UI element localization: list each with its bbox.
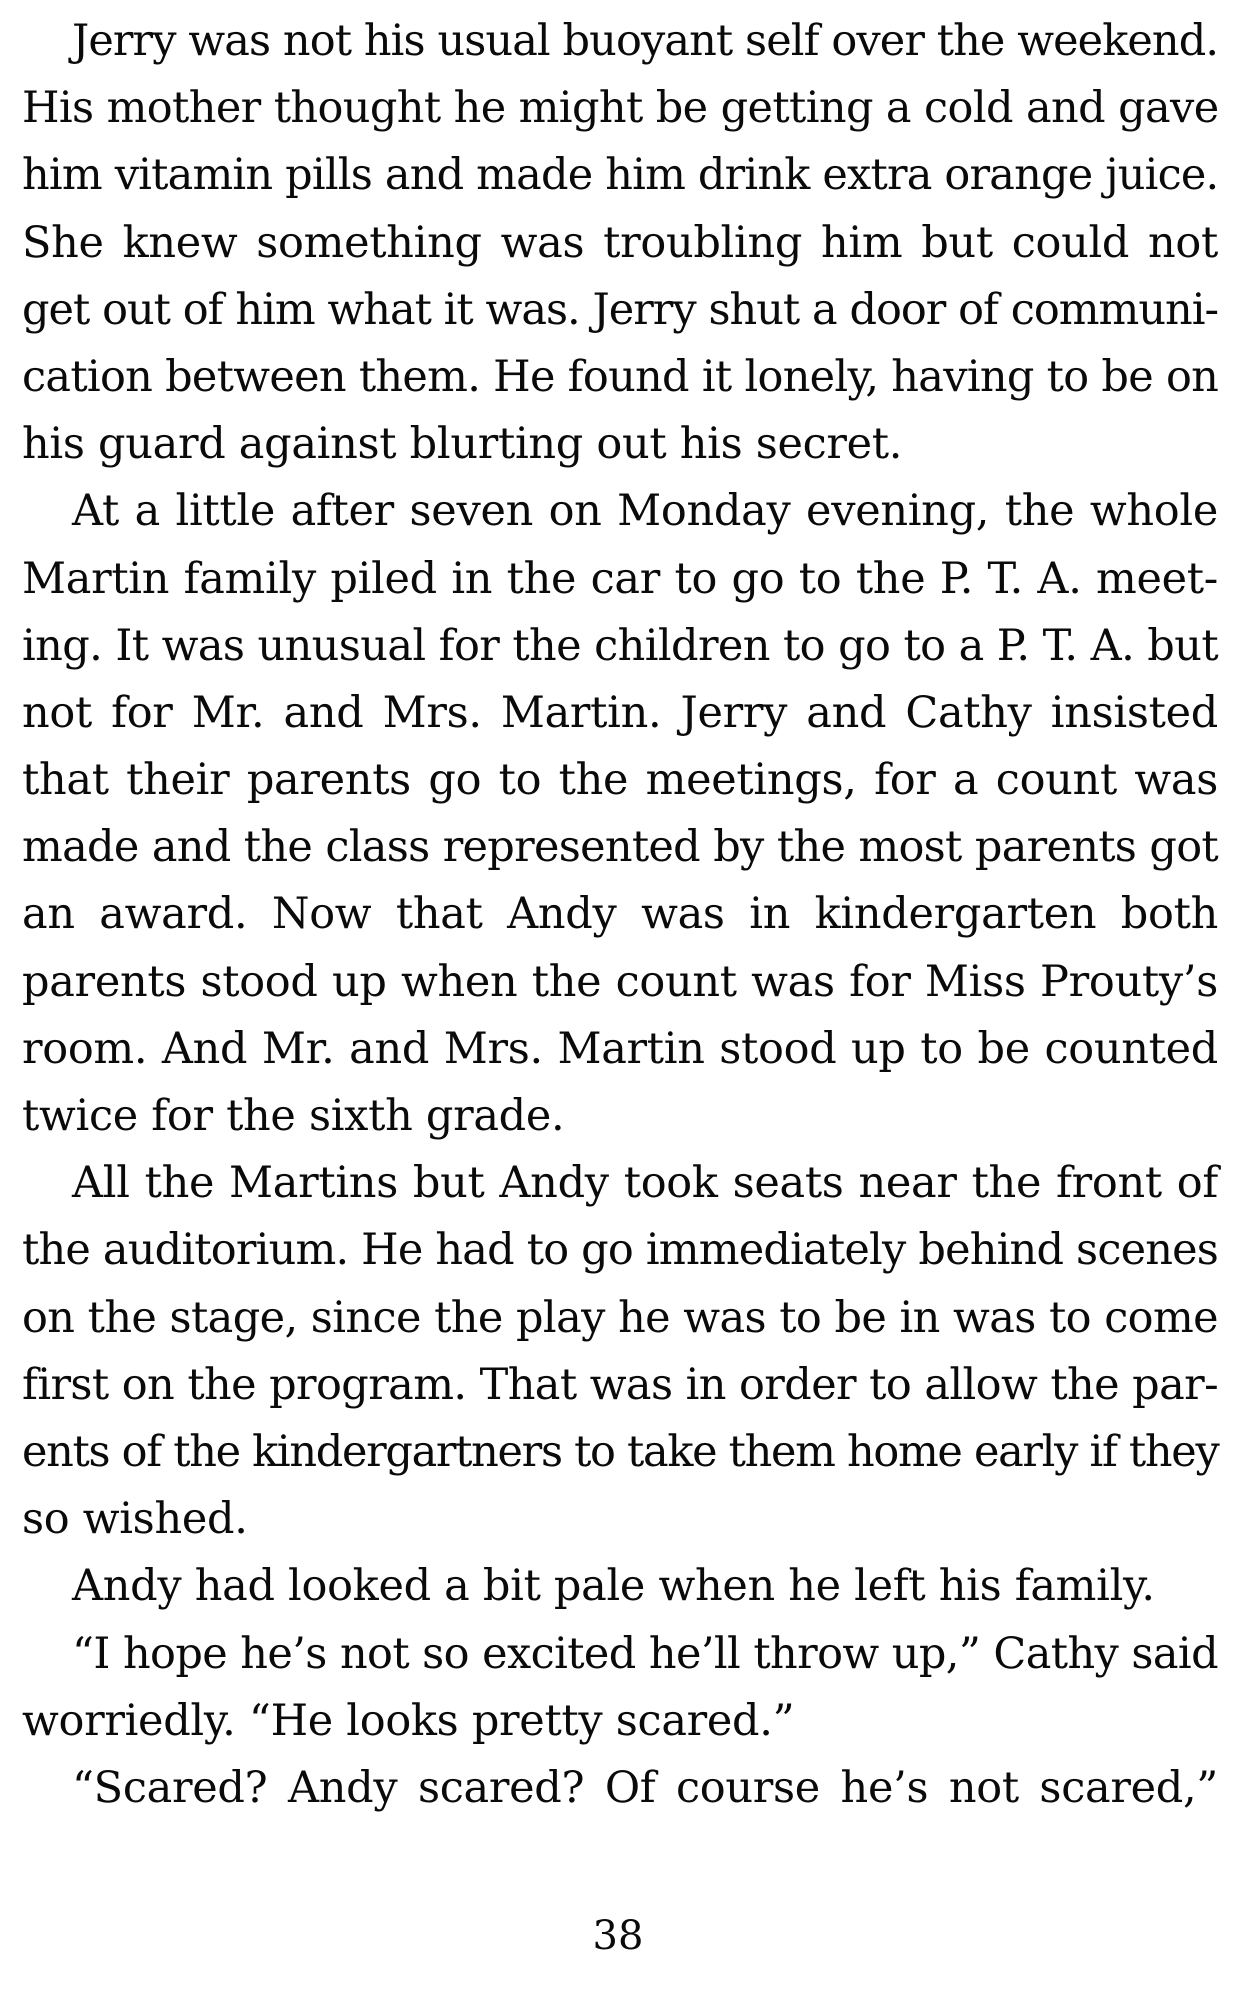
text-line: Andy had looked a bit pale when he left his family. (72, 1561, 1155, 1612)
text-line: worriedly. “He looks pretty scared.” (22, 1695, 795, 1746)
text-line: made and the class represented by the most parents got (22, 822, 1218, 873)
text-line: She knew something was troubling him but could not (22, 217, 1218, 268)
body-text (22, 8, 1218, 1822)
text-line: At a little after seven on Monday evening, the whole (72, 486, 1218, 537)
text-line: twice for the sixth grade. (22, 1091, 565, 1141)
text-line: get out of him what it was. Jerry shut a door of communi- (22, 284, 1218, 335)
text-line: on the stage, since the play he was to be in was to come (22, 1292, 1218, 1343)
text-line: first on the program. That was in order to allow the par- (22, 1359, 1218, 1410)
text-line: Jerry was not his usual buoyant self over the weekend. (72, 16, 1219, 66)
text-line: cation between them. He found it lonely, having to be on (22, 351, 1219, 402)
text-line: ents of the kindergartners to take them home early if they (22, 1426, 1219, 1477)
text-line: Martin family piled in the car to go to the P. T. A. meet- (22, 553, 1218, 604)
text-line: “Scared? Andy scared? Of course he’s not scared,” (72, 1762, 1218, 1813)
text-line: “I hope he’s not so excited he’ll throw up,” Cathy said (72, 1628, 1218, 1679)
text-line: His mother thought he might be getting a cold and gave (22, 83, 1219, 134)
text-line: so wished. (22, 1494, 248, 1545)
text-line: the auditorium. He had to go immediately behind scenes (22, 1225, 1219, 1276)
text-line: parents stood up when the count was for Miss Prouty’s (22, 956, 1218, 1007)
text-line: room. And Mr. and Mrs. Martin stood up to be counted (22, 1023, 1218, 1074)
text-line: his guard against blurting out his secret. (22, 419, 903, 470)
text-line: ing. It was unusual for the children to go to a P. T. A. but (22, 620, 1218, 671)
text-line: that their parents go to the meetings, for a count was (22, 755, 1218, 806)
text-line: an award. Now that Andy was in kindergarten both (22, 889, 1218, 940)
text-line: All the Martins but Andy took seats near the front of (72, 1158, 1218, 1209)
page-number: 38 (592, 1913, 644, 1959)
text-line: not for Mr. and Mrs. Martin. Jerry and Cathy insisted (22, 687, 1218, 738)
text-line: him vitamin pills and made him drink extra orange juice. (22, 150, 1219, 201)
